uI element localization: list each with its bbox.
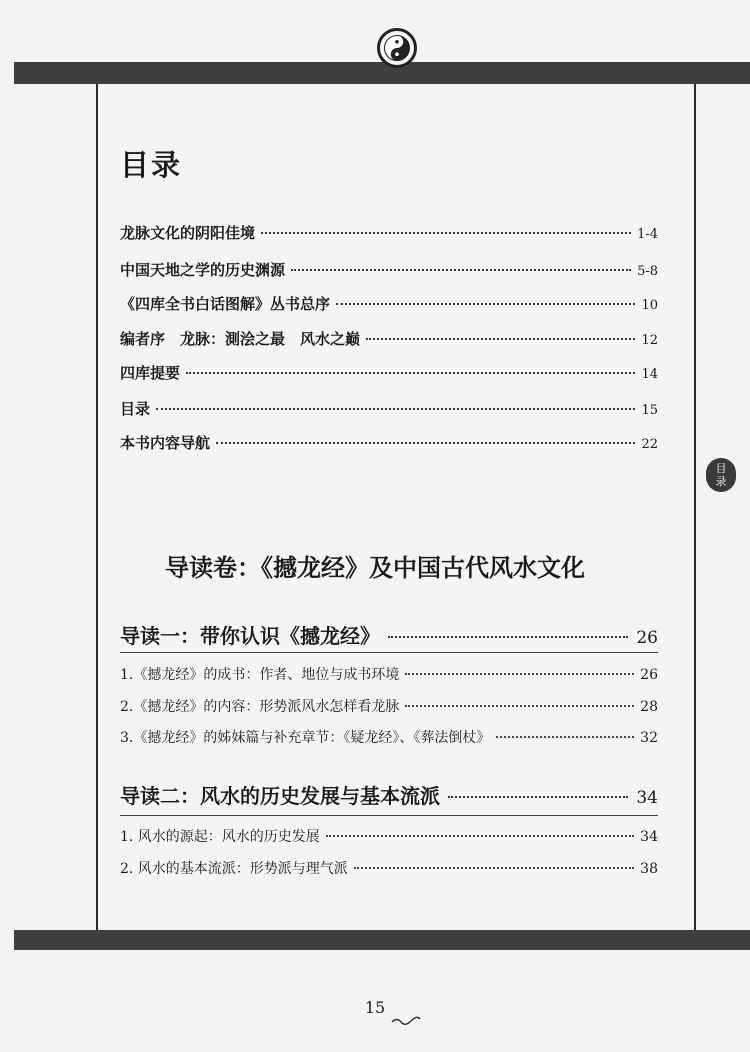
toc-entry[interactable] (120, 293, 658, 314)
toc-entry[interactable] (120, 259, 658, 280)
toc-entry-page: 12 (641, 333, 658, 348)
chapter-divider (120, 815, 658, 816)
dot-leader (405, 705, 634, 707)
dot-leader (186, 372, 635, 374)
dot-leader (496, 736, 634, 738)
section-label: 1. 风水的源起：风水的历史发展 (120, 829, 320, 845)
chapter-divider (120, 652, 658, 653)
section-label: 2. 风水的基本流派：形势派与理气派 (120, 861, 348, 877)
dot-leader (336, 303, 635, 305)
dot-leader (448, 796, 628, 798)
toc-entry-page: 10 (641, 298, 658, 313)
toc-entry[interactable] (120, 362, 658, 383)
dot-leader (216, 442, 635, 444)
section-page: 34 (640, 829, 658, 845)
dot-leader (291, 269, 631, 271)
chapter-page: 26 (636, 628, 658, 648)
toc-entry[interactable] (120, 432, 658, 453)
toc-entry-page: 14 (641, 367, 658, 382)
section-entry[interactable] (120, 826, 658, 846)
toc-entry-label: 本书内容导航 (120, 434, 211, 452)
dot-leader (405, 673, 634, 675)
dot-leader (261, 232, 631, 234)
toc-entry-label: 目录 (120, 400, 151, 418)
toc-entry-page: 22 (641, 437, 658, 452)
part-heading: 导读卷：《撼龙经》及中国古代风水文化 (165, 554, 585, 582)
chapter-title: 导读一：带你认识《撼龙经》 (120, 624, 380, 648)
dot-leader (326, 835, 634, 837)
toc-entry-label: 龙脉文化的阴阳佳境 (120, 224, 256, 242)
toc-entry-label: 《四库全书白话图解》丛书总序 (120, 295, 331, 313)
side-tab-line2: 录 (715, 475, 727, 488)
dot-leader (388, 636, 628, 638)
dot-leader (366, 338, 635, 340)
section-page: 28 (640, 699, 658, 715)
section-entry[interactable] (120, 696, 658, 716)
side-tab-line1: 目 (715, 462, 727, 475)
chapter-entry[interactable] (120, 780, 658, 809)
toc-entry[interactable] (120, 398, 658, 419)
yin-yang-icon (377, 28, 417, 68)
dot-leader (354, 867, 634, 869)
page-title: 目录 (120, 148, 183, 182)
section-page: 38 (640, 861, 658, 877)
toc-entry-page: 15 (641, 403, 658, 418)
toc-entry[interactable] (120, 328, 658, 349)
section-page: 32 (640, 730, 658, 746)
section-entry[interactable] (120, 858, 658, 878)
chapter-page: 34 (636, 788, 658, 808)
chapter-title: 导读二：风水的历史发展与基本流派 (120, 784, 440, 808)
dot-leader (156, 408, 635, 410)
toc-entry[interactable] (120, 222, 658, 243)
section-entry[interactable] (120, 664, 658, 684)
header-bar (14, 62, 750, 84)
chapter-entry[interactable] (120, 620, 658, 649)
toc-entry-label: 编者序 龙脉：測浍之最 风水之巅 (120, 330, 361, 348)
page-number: 15 (364, 998, 386, 1017)
section-page: 26 (640, 667, 658, 683)
footer-bar (14, 930, 750, 950)
toc-entry-label: 中国天地之学的历史渊源 (120, 261, 286, 279)
section-entry[interactable] (120, 727, 658, 747)
flourish-icon (391, 1016, 421, 1026)
section-label: 1.《撼龙经》的成书：作者、地位与成书环境 (120, 667, 400, 683)
toc-entry-page: 5-8 (637, 264, 658, 279)
section-label: 3.《撼龙经》的姊妹篇与补充章节：《疑龙经》、《葬法倒杖》 (120, 730, 491, 746)
toc-entry-page: 1-4 (637, 227, 658, 242)
side-tab (706, 458, 736, 492)
toc-entry-label: 四库提要 (120, 364, 181, 382)
section-label: 2.《撼龙经》的内容：形势派风水怎样看龙脉 (120, 699, 400, 715)
